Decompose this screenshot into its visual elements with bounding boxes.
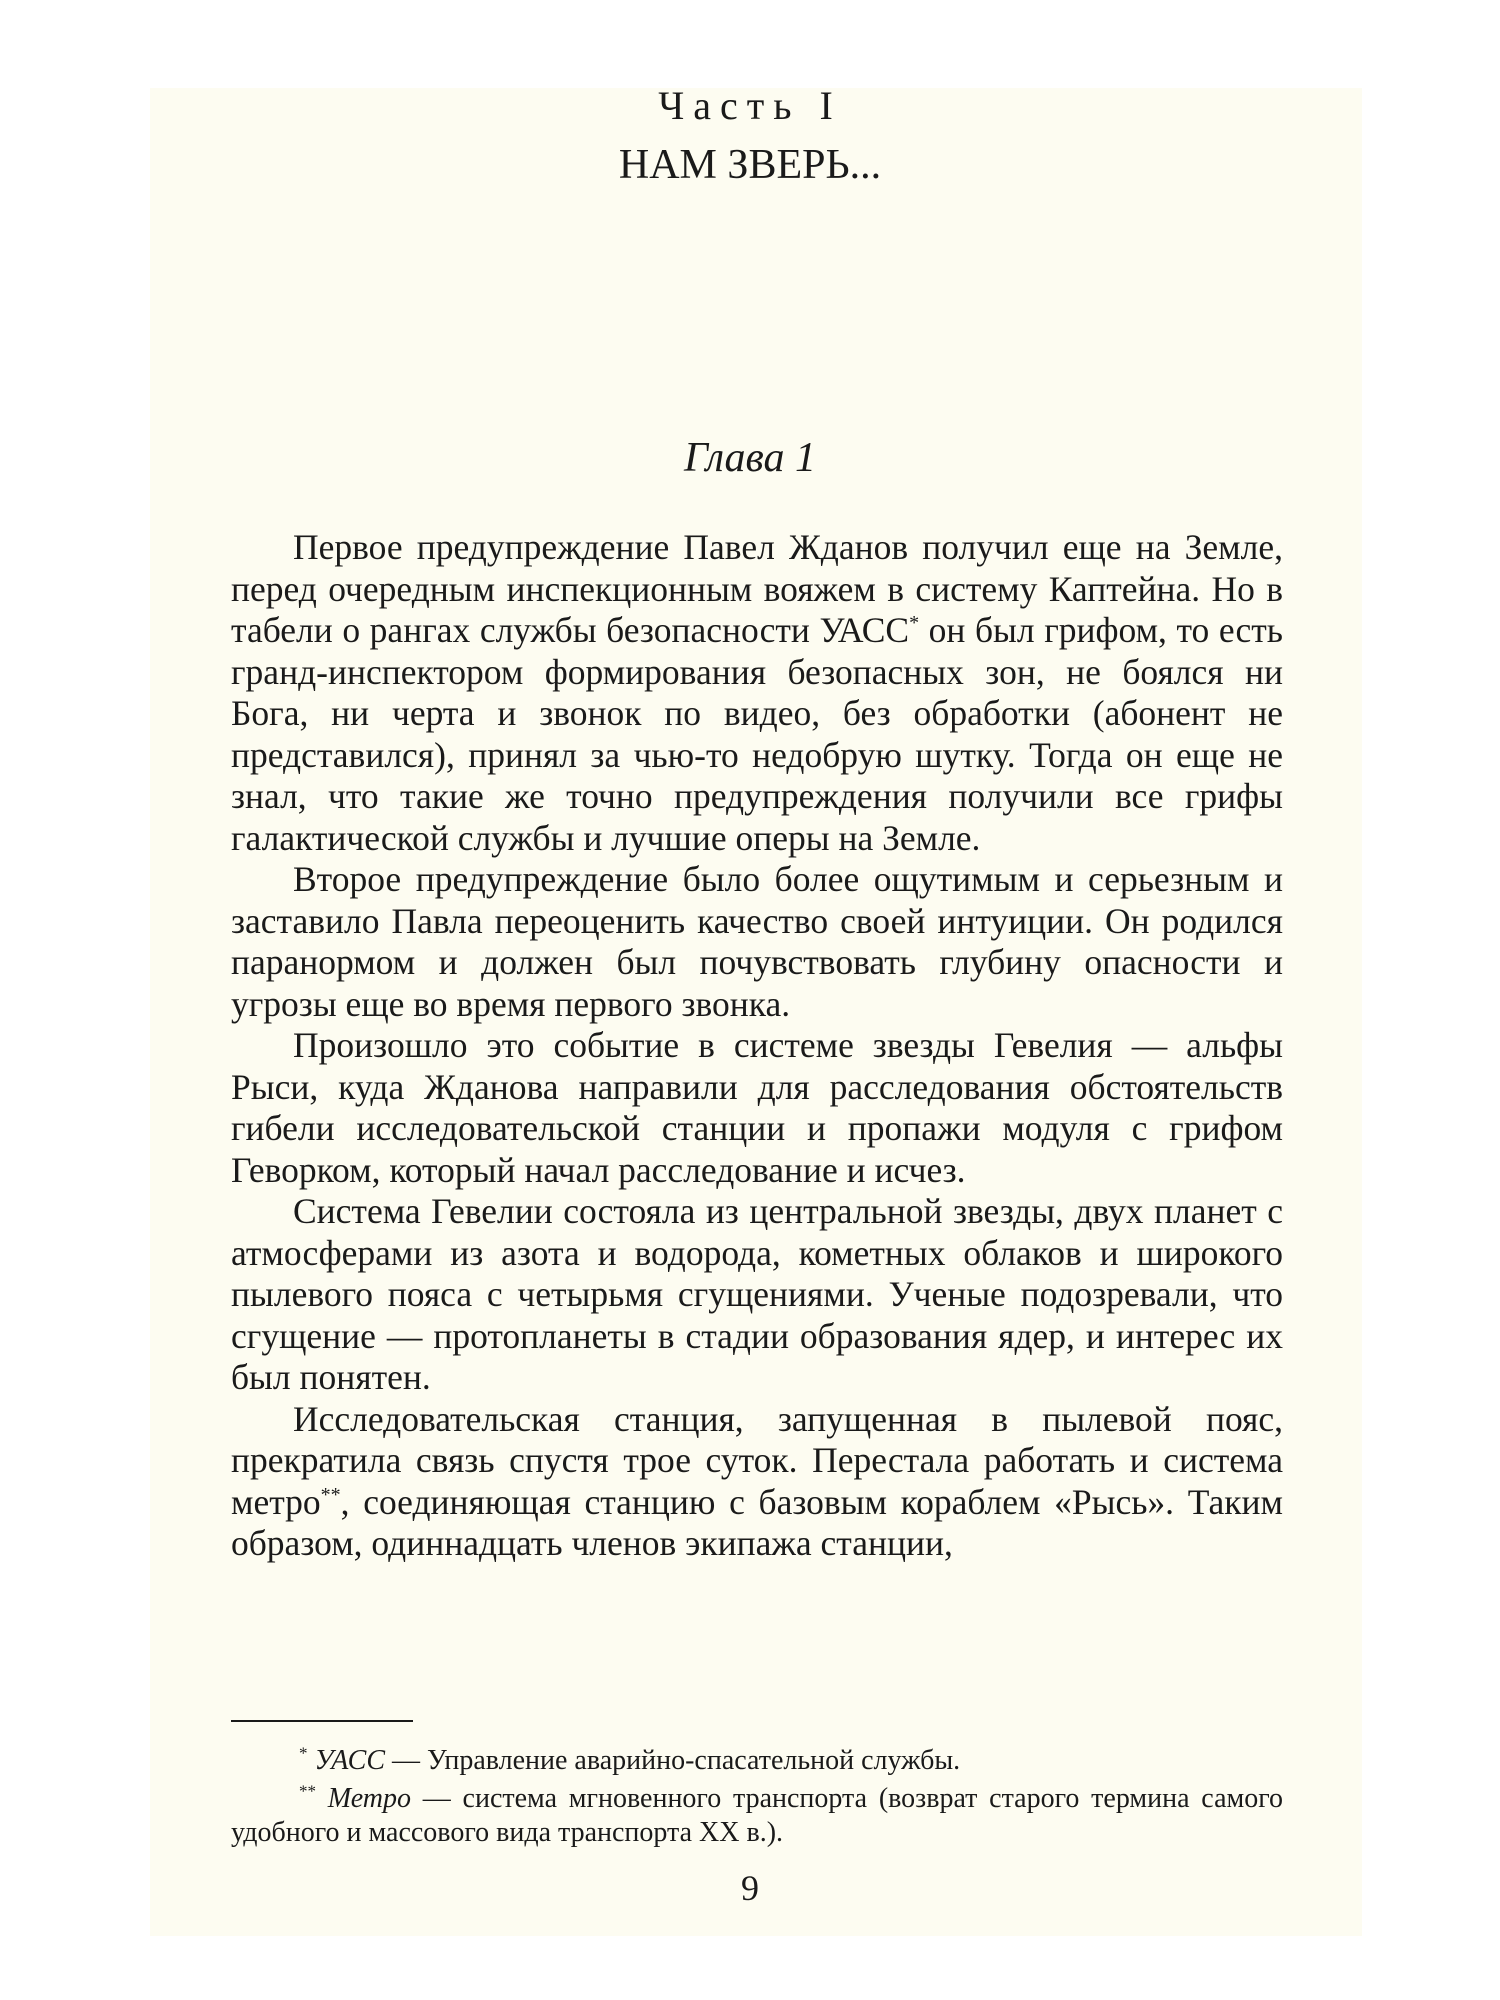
page-number: 9 xyxy=(741,1868,759,1908)
paragraph-1-text-a: Первое предупреждение Павел Жданов получил еще на Земле, перед очередным инспекционным вояжем в систему Каптейна. Но в табели о рангах службы безопасности УАСС xyxy=(231,527,1283,650)
footnote-2-mark: ** xyxy=(299,1781,316,1801)
footnote-marker-2: ** xyxy=(320,1483,341,1506)
footnote-marker-1: * xyxy=(909,612,920,635)
paragraph-2: Второе предупреждение было более ощутимым и серьезным и заставило Павла переоценить качество своей интуиции. Он родился паранормом и должен был почувствовать глубину опасности и угрозы еще во время первого звонка. xyxy=(231,859,1283,1024)
part-title: НАМ ЗВЕРЬ... xyxy=(618,142,882,188)
footnote-1-term: УАСС xyxy=(314,1745,385,1776)
paragraph-4: Система Гевелии состояла из центральной звезды, двух планет с атмосферами из азота и водорода, кометных облаков и широкого пылевого пояса с четырьмя сгущениями. Ученые подозревали, что сгущение — протопланеты в стадии образования ядер, и интерес их был понятен. xyxy=(231,1191,1283,1397)
footnote-2-term: Метро xyxy=(327,1783,411,1814)
footnote-2-text: — система мгновенного транспорта (возврат старого термина самого удобного и массового вида транспорта XX в.). xyxy=(231,1783,1284,1848)
footnote-2 xyxy=(231,1782,1283,1850)
paragraph-5-text-b: , соединяющая станцию с базовым кораблем «Рысь». Таким образом, одиннадцать членов экипажа станции, xyxy=(231,1481,1283,1563)
footnotes xyxy=(231,1744,1283,1854)
footnote-1-text: — Управление аварийно-спасательной службы. xyxy=(385,1745,961,1776)
body-text xyxy=(231,527,1283,1565)
paragraph-1 xyxy=(231,527,1283,859)
paragraph-3: Произошло это событие в системе звезды Гевелия — альфы Рыси, куда Жданова направили для расследования обстоятельств гибели исследовательской станции и пропажи модуля с грифом Геворком, который начал расследование и исчез. xyxy=(231,1025,1283,1190)
paragraph-5-text-a: Исследовательская станция, запущенная в пылевой пояс, прекратила связь спустя трое суток. Перестала работать и система метро xyxy=(231,1398,1283,1522)
paragraph-5 xyxy=(231,1399,1283,1565)
paragraph-1-text-b: он был грифом, то есть гранд-инспектором формирования безопасных зон, не боялся ни Бога, ни черта и звонок по видео, без обработки (абонент не представился), принял за чью-то недобрую шутку. Тогда он еще не знал, что такие же точно предупреждения получили все грифы галактической службы и лучшие оперы на Земле. xyxy=(231,610,1283,858)
footnote-divider xyxy=(231,1720,413,1722)
footnote-1 xyxy=(231,1744,1283,1778)
footnote-1-mark: * xyxy=(299,1743,308,1763)
chapter-title: Глава 1 xyxy=(684,435,816,481)
part-label: Часть I xyxy=(658,83,842,128)
